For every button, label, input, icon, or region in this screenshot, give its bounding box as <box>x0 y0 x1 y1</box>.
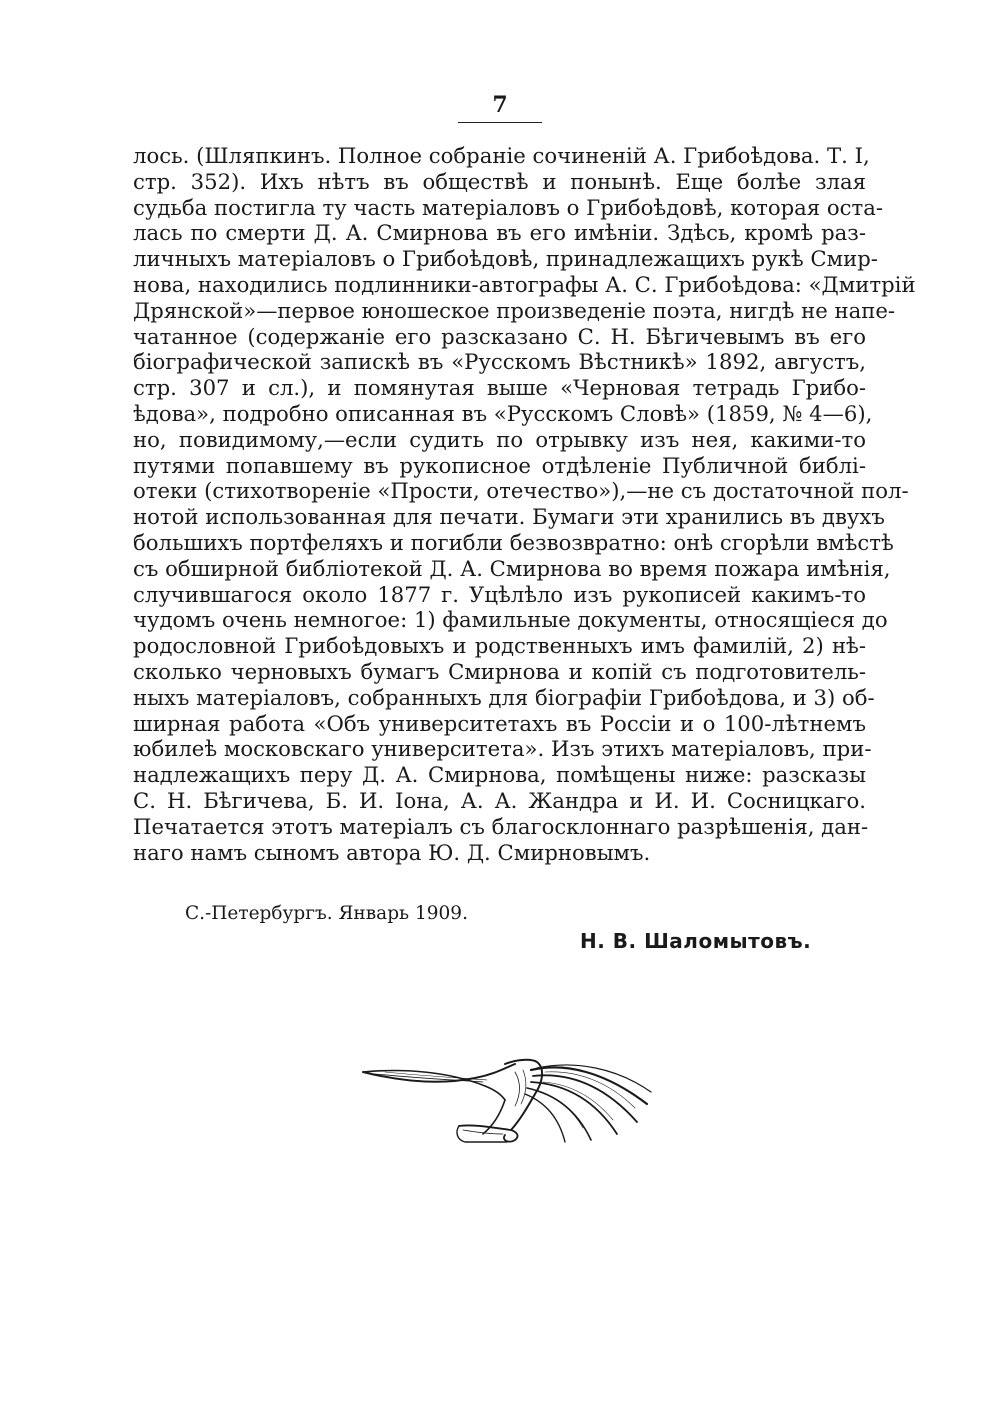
text-line: родословной Грибоѣдовыхъ и родственныхъ имъ фамилій, 2) нѣ- <box>133 633 866 659</box>
author-signature: Н. В. Шаломытовъ. <box>580 929 812 953</box>
text-line: нотой использованная для печати. Бумаги эти хранились въ двухъ <box>133 504 885 530</box>
text-line: ныхъ матеріаловъ, собранныхъ для біографіи Грибоѣдова, и 3) об- <box>133 684 875 710</box>
text-line: наго намъ сыномъ автора Ю. Д. Смирновымъ. <box>133 839 651 865</box>
scroll-with-feathers-vignette-icon <box>355 1042 655 1152</box>
text-line: сколько черновыхъ бумагъ Смирнова и копій съ подготовитель- <box>133 658 866 684</box>
text-line: біографической запискѣ въ «Русскомъ Вѣстникѣ» 1892, августъ, <box>133 349 866 375</box>
page-number-rule <box>458 122 542 123</box>
text-line: личныхъ матеріаловъ о Грибоѣдовѣ, принадлежащихъ рукѣ Смир- <box>133 246 878 272</box>
text-line: съ обширной библіотекой Д. А. Смирнова во время пожара имѣнія, <box>133 555 891 581</box>
text-line: отеки (стихотвореніе «Прости, отечество»),—не съ достаточной пол- <box>133 478 909 504</box>
text-line: надлежащихъ перу Д. А. Смирнова, помѣщены ниже: разсказы <box>133 762 866 788</box>
text-line: Печатается этотъ матеріалъ съ благосклоннаго разрѣшенія, дан- <box>133 813 869 839</box>
text-line: чудомъ очень немногое: 1) фамильные документы, относящіеся до <box>133 607 888 633</box>
text-line: судьба постигла ту часть матеріаловъ о Грибоѣдовѣ, которая оста- <box>133 194 884 220</box>
text-line: ѣдова», подробно описанная въ «Русскомъ Словѣ» (1859, № 4—6), <box>133 400 873 426</box>
text-line: случившагося около 1877 г. Уцѣлѣло изъ рукописей какимъ-то <box>133 581 866 607</box>
body-text <box>133 143 916 865</box>
page-number: 7 <box>492 92 508 118</box>
text-line: С. Н. Бѣгичева, Б. И. Іона, А. А. Жандра и И. И. Сосницкаго. <box>133 787 866 813</box>
text-line: лась по смерти Д. А. Смирнова въ его имѣніи. Здѣсь, кромѣ раз- <box>133 220 866 246</box>
text-line: чатанное (содержаніе его разсказано С. Н. Бѣгичевымъ въ его <box>133 323 866 349</box>
text-line: большихъ портфеляхъ и погибли безвозвратно: онѣ сгорѣли вмѣстѣ <box>133 529 894 555</box>
text-line: ширная работа «Объ университетахъ въ Россіи и о 100-лѣтнемъ <box>133 710 866 736</box>
text-line: путями попавшему въ рукописное отдѣленіе Публичной библі- <box>133 452 866 478</box>
place-date: С.-Петербургъ. Январь 1909. <box>185 903 468 924</box>
text-line: юбилеѣ московскаго университета». Изъ этихъ матеріаловъ, при- <box>133 736 872 762</box>
text-line: стр. 352). Ихъ нѣтъ въ обществѣ и понынѣ. Еще болѣе злая <box>133 168 866 194</box>
text-line: стр. 307 и сл.), и помянутая выше «Черновая тетрадь Грибо- <box>133 375 866 401</box>
text-line: лось. (Шляпкинъ. Полное собраніе сочиненій А. Грибоѣдова. Т. I, <box>133 143 870 168</box>
text-line: Дрянской»—первое юношеское произведеніе поэта, нигдѣ не напе- <box>133 297 896 323</box>
text-line: нова, находились подлинники-автографы А. С. Грибоѣдова: «Дмитрій <box>133 271 916 297</box>
text-line: но, повидимому,—если судить по отрывку изъ нея, какими-то <box>133 426 866 452</box>
